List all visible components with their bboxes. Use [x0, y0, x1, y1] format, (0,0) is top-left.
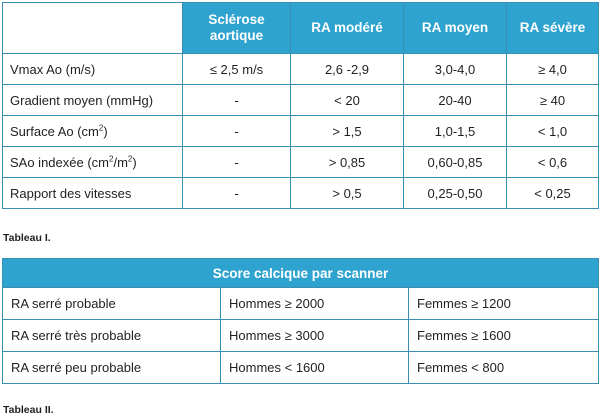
table-cell: ≥ 40 — [507, 85, 599, 116]
table-cell: < 20 — [291, 85, 404, 116]
table-cell: RA serré peu probable — [3, 352, 221, 384]
row-label-sao-indexee — [3, 147, 183, 178]
header-ra-severe: RA sévère — [507, 3, 599, 54]
table-cell: 0,25-0,50 — [404, 178, 507, 209]
table-1 — [2, 2, 599, 209]
row-label-rapport: Rapport des vitesses — [3, 178, 183, 209]
label-text-mid: /m — [113, 154, 128, 170]
table-cell: < 1,0 — [507, 116, 599, 147]
table-2-caption: Tableau II. — [3, 404, 54, 416]
label-text-end: ) — [132, 154, 137, 170]
table-cell: ≤ 2,5 m/s — [183, 54, 291, 85]
table-cell: - — [183, 116, 291, 147]
label-superscript: 2 — [109, 154, 114, 164]
table-1-caption: Tableau I. — [3, 232, 51, 244]
table-cell: Femmes ≥ 1600 — [409, 320, 599, 352]
row-label-gradient: Gradient moyen (mmHg) — [3, 85, 183, 116]
table-cell: 3,0-4,0 — [404, 54, 507, 85]
table-cell: < 0,6 — [507, 147, 599, 178]
table-cell: Femmes ≥ 1200 — [409, 288, 599, 320]
table-cell: 20-40 — [404, 85, 507, 116]
header-sclerose: Sclérose aortique — [183, 3, 291, 54]
label-text: SAo indexée (cm — [10, 154, 109, 170]
table-1-header-row — [3, 3, 599, 54]
label-superscript-2: 2 — [127, 154, 133, 164]
table-cell: RA serré probable — [3, 288, 221, 320]
header-ra-moyen: RA moyen — [404, 3, 507, 54]
table-cell: Hommes ≥ 3000 — [221, 320, 409, 352]
table-row — [3, 352, 599, 384]
header-blank — [3, 3, 183, 54]
table-cell: - — [183, 85, 291, 116]
label-text-end: ) — [103, 123, 108, 139]
table-cell: Hommes < 1600 — [221, 352, 409, 384]
table-cell: 1,0-1,5 — [404, 116, 507, 147]
row-label-vmax: Vmax Ao (m/s) — [3, 54, 183, 85]
table-cell: ≥ 4,0 — [507, 54, 599, 85]
table-cell: > 0,85 — [291, 147, 404, 178]
label-superscript: 2 — [98, 123, 104, 133]
table-cell: > 1,5 — [291, 116, 404, 147]
table-cell: - — [183, 147, 291, 178]
table-cell: Hommes ≥ 2000 — [221, 288, 409, 320]
table-cell: < 0,25 — [507, 178, 599, 209]
table-2 — [2, 258, 599, 384]
header-score-calcique: Score calcique par scanner — [3, 259, 599, 288]
header-ra-modere: RA modéré — [291, 3, 404, 54]
table-cell: > 0,5 — [291, 178, 404, 209]
table-cell: 2,6 -2,9 — [291, 54, 404, 85]
table-row — [3, 147, 599, 178]
table-row — [3, 288, 599, 320]
table-cell: - — [183, 178, 291, 209]
table-row — [3, 85, 599, 116]
table-row — [3, 320, 599, 352]
table-cell: Femmes < 800 — [409, 352, 599, 384]
table-2-header-row — [3, 259, 599, 288]
table-row — [3, 54, 599, 85]
row-label-surface — [3, 116, 183, 147]
table-cell: RA serré très probable — [3, 320, 221, 352]
label-text: Surface Ao (cm — [10, 123, 99, 139]
table-row — [3, 178, 599, 209]
table-cell: 0,60-0,85 — [404, 147, 507, 178]
table-row — [3, 116, 599, 147]
